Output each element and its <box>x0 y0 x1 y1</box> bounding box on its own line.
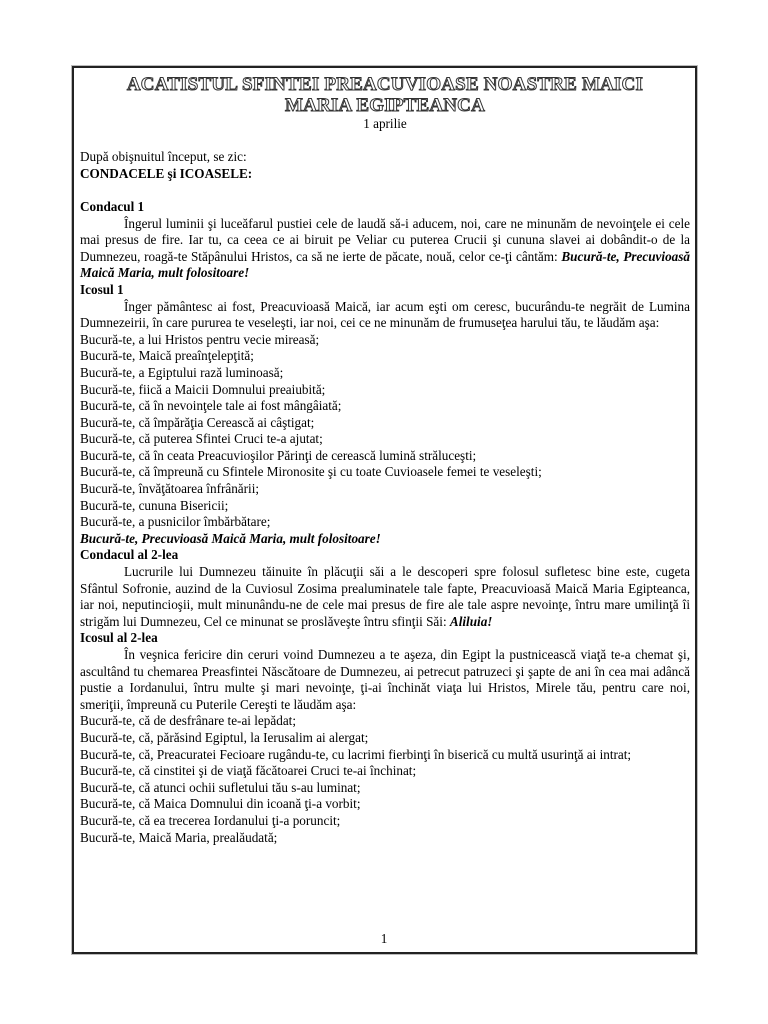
icos1-line: Bucură-te, fiică a Maicii Domnului preaiubită; <box>80 381 326 397</box>
document-title-line1: ACATISTUL SFINTEI PREACUVIOASE NOASTRE MAICI <box>126 74 644 95</box>
icos1-refrain: Bucură-te, Precuvioasă Maică Maria, mult folositoare! <box>80 530 381 546</box>
condac1-paragraph <box>80 216 690 282</box>
condac2-refrain: Aliluia! <box>449 613 493 629</box>
icos1-heading: Icosul 1 <box>80 281 124 297</box>
document-title-line2: MARIA EGIPTEANCA <box>284 95 486 116</box>
condac2-text: Lucrurile lui Dumnezeu tăinuite în plăcuţii săi a le descoperi spre folosul sufletesc bine este, cugeta Sfântul Sofronie, auzind de la Cuviosul Zosima prealuminatele tale fapte, Preacuvioasă Maică Maria Egipteanca, iar noi, neputincioşii, mult minunându-ne de cele mai presus de fire ale tale aspre nevoinţe, întru mare umilinţă îi strigăm lui Dumnezeu, Cel ce minunat se proslăveşte întru sfinţii Săi: <box>80 564 690 629</box>
icos2-heading: Icosul al 2-lea <box>80 630 158 646</box>
condac1-heading: Condacul 1 <box>80 198 145 214</box>
page-number: 1 <box>380 931 388 946</box>
icos1-line: Bucură-te, că puterea Sfintei Cruci te-a ajutat; <box>80 431 323 447</box>
icos1-line: Bucură-te, a Egiptului rază luminoasă; <box>80 364 284 380</box>
icos2-line: Bucură-te, că, Preacuratei Fecioare rugându-te, cu lacrimi fierbinţi în biserică cu multă usurinţă ai intrat; <box>80 746 632 762</box>
icos1-line: Bucură-te, că în ceata Preacuvioşilor Părinţi de cerească lumină străluceşti; <box>80 447 477 463</box>
icos1-line: Bucură-te, a lui Hristos pentru vecie mireasă; <box>80 331 320 347</box>
icos2-line: Bucură-te, Maică Maria, prealăudată; <box>80 829 278 845</box>
icos1-line: Bucură-te, că împreună cu Sfintele Mironosite şi cu toate Cuvioasele femei te veseleşti; <box>80 464 542 480</box>
icos1-line: Bucură-te, învăţătoarea înfrânării; <box>80 481 260 497</box>
icos2-line: Bucură-te, că atunci ochii sufletului tău s-au luminat; <box>80 779 361 795</box>
icos1-paragraph: Înger pământesc ai fost, Preacuvioasă Maică, iar acum eşti om ceresc, bucurându-te negrăit de Lumina Dumnezeirii, în care pururea te veseleşti, iar noi, cei ce ne minunăm de frumuseţea harului tău, te lăudăm aşa: <box>80 298 690 331</box>
icos2-lines <box>80 713 690 846</box>
document-body <box>80 74 690 846</box>
intro-text: După obişnuitul început, se zic: <box>80 149 247 165</box>
icos2-line: Bucură-te, că ea trecerea Iordanului ţi-a poruncit; <box>80 812 341 828</box>
icos1-lines <box>80 332 690 531</box>
icos1-line: Bucură-te, Maică preaînţelepţită; <box>80 348 254 364</box>
icos2-line: Bucură-te, că cinstitei şi de viaţă făcătoarei Cruci te-ai închinat; <box>80 763 417 779</box>
condac1-refrain: Bucură-te, Precuvioasă Maică Maria, mult folositoare! <box>80 248 690 281</box>
icos2-line: Bucură-te, că Maica Domnului din icoană ţi-a vorbit; <box>80 796 361 812</box>
condac2-paragraph <box>80 564 690 630</box>
icos2-paragraph: În veşnica fericire din ceruri voind Dumnezeu a te aşeza, din Egipt la pustnicească viaţă te-a chemat şi, ascultând tu chemarea Preasfintei Născătoare de Dumnezeu, ai petrecut patruzeci şi şapte de ani în cea mai adâncă pustie a Iordanului, întru multe şi mari nevoinţe, ţi-ai închinăt viaţa lui Hristos, Mirele tău, pentru care noi, smeriţii, împreună cu Puterile Cereşti te lăudăm aşa: <box>80 647 690 712</box>
condac2-heading: Condacul al 2-lea <box>80 547 179 563</box>
feast-date: 1 aprilie <box>363 116 407 131</box>
icos2-line: Bucură-te, că de desfrânare te-ai lepădat; <box>80 713 296 729</box>
section-heading: CONDACELE şi ICOASELE: <box>80 165 253 181</box>
icos1-line: Bucură-te, cununa Bisericii; <box>80 497 229 513</box>
icos1-line: Bucură-te, a pusnicilor îmbărbătare; <box>80 514 271 530</box>
condac1-text: Îngerul luminii şi luceăfarul pustiei cele de laudă să-i aducem, noi, care ne minunăm de nevoinţele ei cele mai presus de fire. Iar tu, ca ceea ce ai biruit pe Veliar cu puterea Crucii şi cununa slavei ai dobândit-o de la Dumnezeu, roagă-te Stăpânului Hristos, ca să ne ierte de păcate, nouă, celor ce-ţi cântăm: <box>80 215 690 264</box>
icos2-line: Bucură-te, că, părăsind Egiptul, la Ierusalim ai alergat; <box>80 729 369 745</box>
icos1-line: Bucură-te, că împărăţia Cerească ai câştigat; <box>80 414 315 430</box>
icos1-line: Bucură-te, că în nevoinţele tale ai fost mângâiată; <box>80 398 342 414</box>
